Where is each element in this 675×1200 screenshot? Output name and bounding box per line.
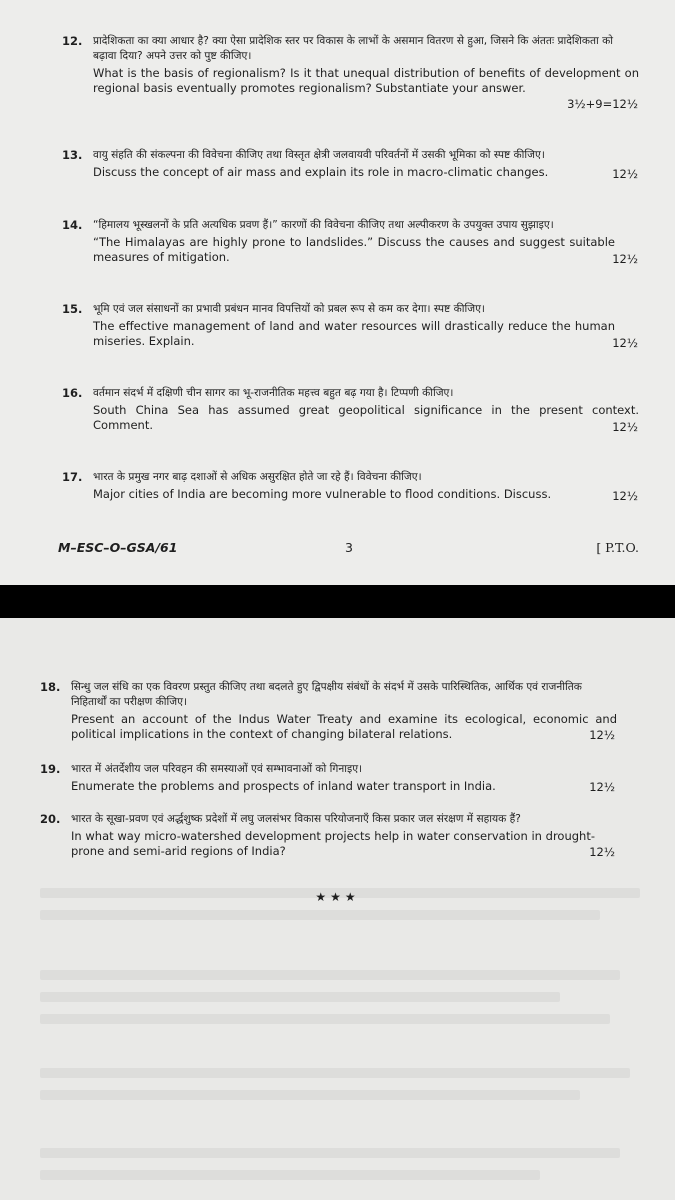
question-marks: 12½ [612, 336, 638, 350]
question-hindi-text: सिन्धु जल संधि का एक विवरण प्रस्तुत कीजिए तथा बदलते हुए द्विपक्षीय संबंधों के संदर्भ में उसके पारिस्थितिक, आर्थिक एवं राजनीतिक निहितार्थों का परीक्षण कीजिए। [71, 681, 582, 708]
question-20 [0, 812, 675, 858]
question-hindi-text: भारत के सूखा-प्रवण एवं अर्द्धशुष्क प्रदेशों में लघु जलसंभर विकास परियोजनाएँ किस प्रकार जल संरक्षण में सहायक हैं? [71, 813, 521, 825]
question-13 [0, 148, 675, 180]
question-hindi-text: प्रादेशिकता का क्या आधार है? क्या ऐसा प्रादेशिक स्तर पर विकास के लाभों के असमान वितरण से हुआ, जिसने कि अंततः प्रादेशिकता को बढ़ावा दिया? अपने उत्तर को पुष्ट कीजिए। [93, 35, 613, 62]
question-english-text: Enumerate the problems and prospects of inland water transport in India. [71, 779, 496, 793]
question-number: 20. [40, 812, 61, 826]
question-marks: 12½ [589, 845, 615, 859]
question-marks: 12½ [612, 252, 638, 266]
question-number: 14. [62, 218, 83, 232]
question-number: 12. [62, 34, 83, 48]
question-number: 18. [40, 680, 61, 694]
end-of-paper-mark: ★★★ [315, 890, 360, 904]
question-english-text: What is the basis of regionalism? Is it that unequal distribution of benefits of development on regional basis eventually promotes regionalism? Substantiate your answer. [93, 66, 639, 95]
question-number: 17. [62, 470, 83, 484]
question-english-text: Discuss the concept of air mass and explain its role in macro-climatic changes. [93, 165, 549, 179]
show-through-line [40, 970, 620, 980]
question-hindi-text: वायु संहति की संकल्पना की विवेचना कीजिए तथा विस्तृत क्षेत्री जलवायवी परिवर्तनों में उसकी भूमिका को स्पष्ट कीजिए। [93, 149, 545, 161]
question-18 [0, 680, 675, 741]
question-hindi-text: वर्तमान संदर्भ में दक्षिणी चीन सागर का भू-राजनीतिक महत्त्व बहुत बढ़ गया है। टिप्पणी कीजिए। [93, 387, 454, 399]
question-hindi-text: भारत में अंतर्देशीय जल परिवहन की समस्याओं एवं सम्भावनाओं को गिनाइए। [71, 763, 363, 775]
show-through-line [40, 1090, 580, 1100]
question-english-text: “The Himalayas are highly prone to landslides.” Discuss the causes and suggest suitable measures of mitigation. [93, 235, 615, 264]
show-through-line [40, 1148, 620, 1158]
question-marks: 12½ [589, 728, 615, 742]
question-number: 13. [62, 148, 83, 162]
show-through-line [40, 1068, 630, 1078]
question-hindi-text: भारत के प्रमुख नगर बाढ़ दशाओं से अधिक असुरक्षित होते जा रहे हैं। विवेचना कीजिए। [93, 471, 422, 483]
show-through-line [40, 992, 560, 1002]
show-through-line [40, 1014, 610, 1024]
question-12 [0, 34, 675, 111]
show-through-line [40, 1170, 540, 1180]
question-english-text: The effective management of land and water resources will drastically reduce the human miseries. Explain. [93, 319, 615, 348]
question-hindi-text: भूमि एवं जल संसाधनों का प्रभावी प्रबंधन मानव विपत्तियों को प्रबल रूप से कम कर देगा। स्पष्ट कीजिए। [93, 303, 485, 315]
question-english-text: In what way micro-watershed development projects help in water conservation in drought-prone and semi-arid regions of India? [71, 829, 595, 858]
question-number: 15. [62, 302, 83, 316]
page-number: 3 [345, 540, 353, 555]
question-marks: 12½ [612, 167, 638, 181]
question-14 [0, 218, 675, 264]
question-19 [0, 762, 675, 794]
question-number: 19. [40, 762, 61, 776]
exam-page-top [0, 0, 675, 585]
paper-code: M–ESC–O–GSA/61 [58, 540, 178, 555]
question-english-text: Major cities of India are becoming more vulnerable to flood conditions. Discuss. [93, 487, 552, 501]
question-marks: 3½+9=12½ [567, 97, 638, 111]
please-turn-over: [ P.T.O. [596, 540, 639, 555]
question-marks: 12½ [612, 420, 638, 434]
exam-page-bottom [0, 618, 675, 1200]
question-16 [0, 386, 675, 432]
question-english-text: South China Sea has assumed great geopolitical significance in the present context. Comment. [93, 403, 639, 432]
question-marks: 12½ [612, 489, 638, 503]
question-17 [0, 470, 675, 502]
question-number: 16. [62, 386, 83, 400]
question-english-text: Present an account of the Indus Water Treaty and examine its ecological, economic and political implications in the context of changing bilateral relations. [71, 712, 617, 741]
question-marks: 12½ [589, 780, 615, 794]
show-through-line [40, 910, 600, 920]
question-hindi-text: “हिमालय भूस्खलनों के प्रति अत्यधिक प्रवण हैं।” कारणों की विवेचना कीजिए तथा अल्पीकरण के उपयुक्त उपाय सुझाइए। [93, 219, 554, 231]
question-15 [0, 302, 675, 348]
